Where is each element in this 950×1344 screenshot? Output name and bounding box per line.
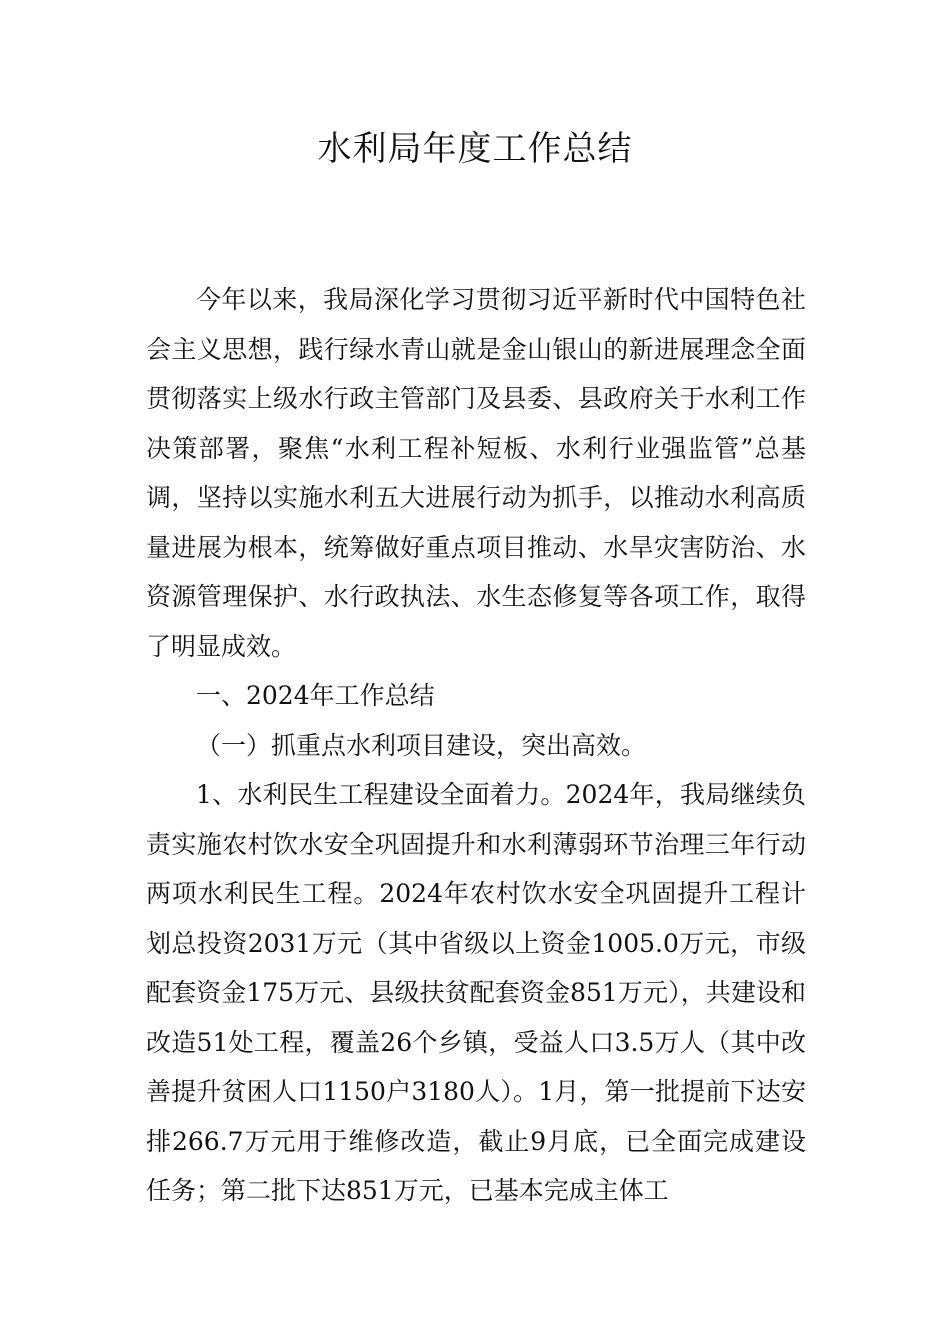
document-title: 水利局年度工作总结 — [317, 129, 633, 169]
subsection-heading: （一）抓重点水利项目建设，突出高效。 — [196, 730, 647, 760]
intro-paragraph: 今年以来，我局深化学习贯彻习近平新时代中国特色社会主义思想，践行绿水青山就是金山银山的新进展理念全面贯彻落实上级水行政主管部门及县委、县政府关于水利工作决策部署，聚焦“水利工程补短板、水利行业强监管”总基调，坚持以实施水利五大进展行动为抓手，以推动水利高质量进展为根本，统筹做好重点项目推动、水旱灾害防治、水资源管理保护、水行政执法、水生态修复等各项工作，取得了明显成效。 — [146, 285, 806, 661]
document-body — [146, 275, 806, 1216]
section-heading: 一、2024年工作总结 — [196, 681, 435, 710]
item-paragraph: 1、水利民生工程建设全面着力。2024年，我局继续负责实施农村饮水安全巩固提升和水利薄弱环节治理三年行动两项水利民生工程。2024年农村饮水安全巩固提升工程计划总投资2031万元（其中省级以上资金1005.0万元，市级配套资金175万元、县级扶贫配套资金851万元），共建设和改造51处工程，覆盖26个乡镇，受益人口3.5万人（其中改善提升贫困人口1150户3180人）。1月，第一批提前下达安排266.7万元用于维修改造，截止9月底，已全面完成建设任务；第二批下达851万元，已基本完成主体工 — [146, 780, 806, 1205]
